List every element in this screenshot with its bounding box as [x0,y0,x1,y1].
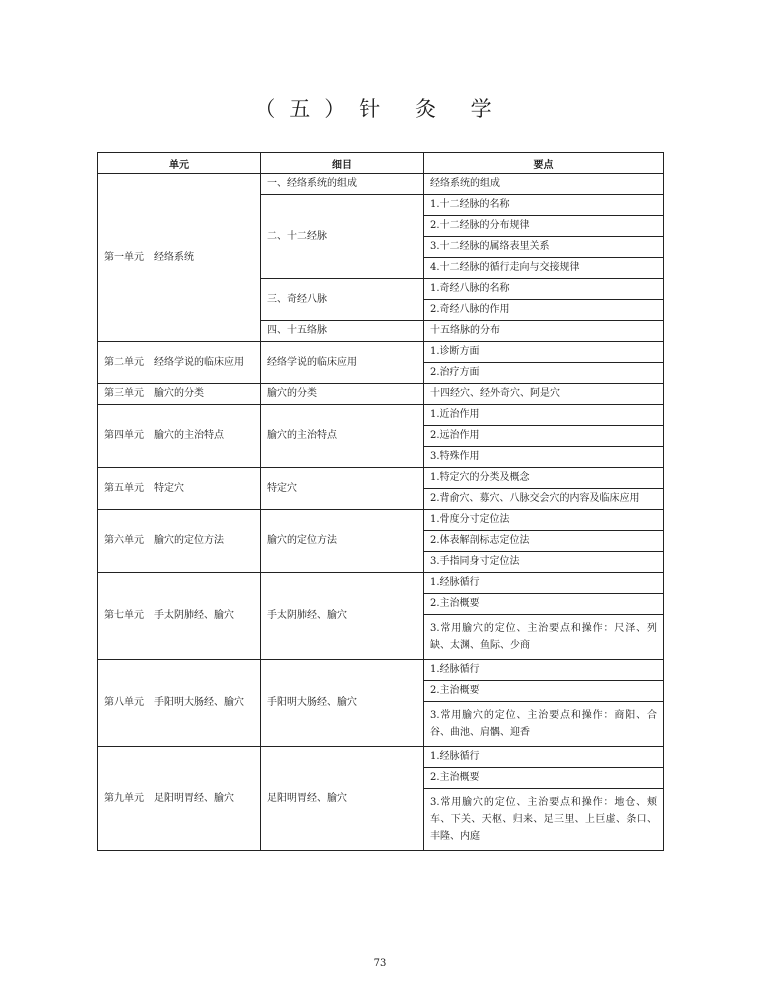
unit-cell: 第六单元 腧穴的定位方法 [98,510,261,573]
header-points: 要点 [424,153,664,174]
item-cell: 腧穴的主治特点 [261,405,424,468]
item-cell: 手太阴肺经、腧穴 [261,573,424,660]
table-row [98,510,664,531]
point-cell: 1.奇经八脉的名称 [424,279,664,300]
point-cell: 3.常用腧穴的定位、主治要点和操作：商阳、合谷、曲池、肩髃、迎香 [424,702,664,747]
point-cell: 3.常用腧穴的定位、主治要点和操作：尺泽、列缺、太渊、鱼际、少商 [424,615,664,660]
unit-cell: 第四单元 腧穴的主治特点 [98,405,261,468]
item-cell: 经络学说的临床应用 [261,342,424,384]
item-cell: 腧穴的定位方法 [261,510,424,573]
point-cell: 1.骨度分寸定位法 [424,510,664,531]
table-row [98,405,664,426]
table-row [98,384,664,405]
syllabus-table [97,152,664,851]
unit-cell: 第八单元 手阳明大肠经、腧穴 [98,660,261,747]
item-cell: 一、经络系统的组成 [261,174,424,195]
point-cell: 十四经穴、经外奇穴、阿是穴 [424,384,664,405]
unit-cell: 第一单元 经络系统 [98,174,261,342]
point-cell: 2.主治概要 [424,681,664,702]
point-cell: 3.常用腧穴的定位、主治要点和操作：地仓、颊车、下关、天枢、归来、足三里、上巨虚、条口、丰隆、内庭 [424,789,664,851]
point-cell: 1.经脉循行 [424,660,664,681]
item-cell: 足阳明胃经、腧穴 [261,747,424,851]
table-row [98,468,664,489]
unit-cell: 第二单元 经络学说的临床应用 [98,342,261,384]
item-cell: 特定穴 [261,468,424,510]
point-cell: 3.十二经脉的属络表里关系 [424,237,664,258]
point-cell: 4.十二经脉的循行走向与交接规律 [424,258,664,279]
table-header-row [98,153,664,174]
point-cell: 2.远治作用 [424,426,664,447]
table-body [98,174,664,851]
point-cell: 1.近治作用 [424,405,664,426]
point-cell: 1.特定穴的分类及概念 [424,468,664,489]
item-cell: 四、十五络脉 [261,321,424,342]
point-cell: 1.经脉循行 [424,747,664,768]
point-cell: 2.十二经脉的分布规律 [424,216,664,237]
point-cell: 十五络脉的分布 [424,321,664,342]
table-row [98,573,664,594]
point-cell: 2.主治概要 [424,768,664,789]
point-cell: 2.奇经八脉的作用 [424,300,664,321]
header-item: 细目 [261,153,424,174]
table-row [98,342,664,363]
point-cell: 经络系统的组成 [424,174,664,195]
point-cell: 2.治疗方面 [424,363,664,384]
unit-cell: 第七单元 手太阴肺经、腧穴 [98,573,261,660]
unit-cell: 第五单元 特定穴 [98,468,261,510]
point-cell: 1.十二经脉的名称 [424,195,664,216]
item-cell: 三、奇经八脉 [261,279,424,321]
point-cell: 1.诊断方面 [424,342,664,363]
table-row [98,747,664,768]
unit-cell: 第三单元 腧穴的分类 [98,384,261,405]
point-cell: 3.手指同身寸定位法 [424,552,664,573]
header-unit: 单元 [98,153,261,174]
unit-cell: 第九单元 足阳明胃经、腧穴 [98,747,261,851]
item-cell: 手阳明大肠经、腧穴 [261,660,424,747]
item-cell: 二、十二经脉 [261,195,424,279]
point-cell: 2.背俞穴、募穴、八脉交会穴的内容及临床应用 [424,489,664,510]
table-row [98,660,664,681]
page-title: （五）针 灸 学 [254,97,506,121]
table-row [98,174,664,195]
point-cell: 3.特殊作用 [424,447,664,468]
page-number: 73 [373,958,387,969]
point-cell: 2.体表解剖标志定位法 [424,531,664,552]
point-cell: 1.经脉循行 [424,573,664,594]
item-cell: 腧穴的分类 [261,384,424,405]
point-cell: 2.主治概要 [424,594,664,615]
